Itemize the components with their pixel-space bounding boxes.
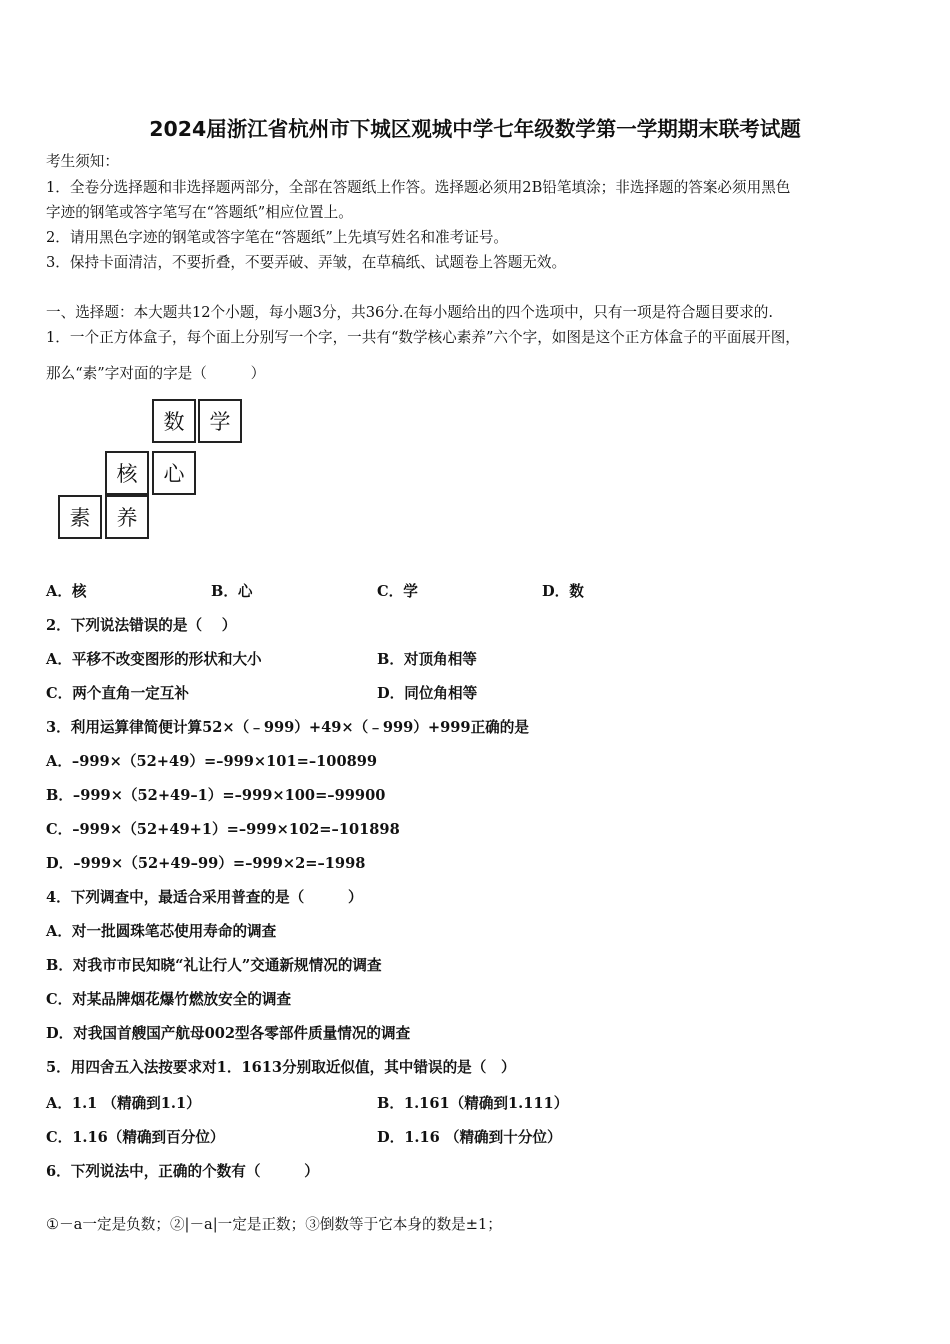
q1-stem-cont: 那么“素”字对面的字是（ ）: [46, 365, 266, 382]
q4-option-d: D．对我国首艘国产航母002型各零部件质量情况的调查: [46, 1025, 411, 1042]
q3-option-d: D．–999×（52+49–99）=–999×2=–1998: [46, 855, 366, 872]
notice-heading: 考生须知：: [46, 153, 119, 170]
q4-option-b: B．对我市市民知晓“礼让行人”交通新规情况的调查: [46, 957, 382, 974]
q6-stem: 6．下列说法中，正确的个数有（ ）: [46, 1163, 319, 1180]
q4-option-c: C．对某品牌烟花爆竹燃放安全的调查: [46, 991, 292, 1008]
q5-option-a: A．1.1 （精确到1.1）: [46, 1095, 201, 1112]
q2-option-d: D．同位角相等: [377, 685, 478, 702]
net-cell: 核: [105, 451, 149, 495]
q2-stem: 2．下列说法错误的是（ ）: [46, 617, 237, 634]
q2-option-a: A．平移不改变图形的形状和大小: [46, 651, 262, 668]
q3-stem: 3．利用运算律简便计算52×（﹣999）+49×（﹣999）+999正确的是: [46, 719, 529, 736]
page-title: 2024届浙江省杭州市下城区观城中学七年级数学第一学期期末联考试题: [149, 117, 801, 141]
q5-option-d: D．1.16 （精确到十分位）: [377, 1129, 562, 1146]
q1-option-d: D．数: [542, 583, 584, 600]
net-cell: 养: [105, 495, 149, 539]
q3-option-b: B．–999×（52+49–1）=–999×100=–99900: [46, 787, 386, 804]
net-cell: 学: [198, 399, 242, 443]
q5-stem: 5．用四舍五入法按要求对1．1613分别取近似值，其中错误的是（ ）: [46, 1059, 516, 1076]
q1-stem: 1．一个正方体盒子，每个面上分别写一个字，一共有“数学核心素养”六个字，如图是这个正方体盒子的平面展开图，: [46, 329, 800, 346]
q4-stem: 4．下列调查中，最适合采用普查的是（ ）: [46, 889, 363, 906]
notice-item-1: 1．全卷分选择题和非选择题两部分，全部在答题纸上作答。选择题必须用2B铅笔填涂；非选择题的答案必须用黑色: [46, 179, 791, 196]
notice-item-1-cont: 字迹的钢笔或答字笔写在“答题纸”相应位置上。: [46, 204, 353, 221]
notice-item-2: 2．请用黑色字迹的钢笔或答字笔在“答题纸”上先填写姓名和准考证号。: [46, 229, 509, 246]
q3-option-a: A．–999×（52+49）=–999×101=–100899: [46, 753, 378, 770]
q3-option-c: C．–999×（52+49+1）=–999×102=–101898: [46, 821, 400, 838]
q4-option-a: A．对一批圆珠笔芯使用寿命的调查: [46, 923, 277, 940]
q2-option-c: C．两个直角一定互补: [46, 685, 189, 702]
q6-statements: ①－a一定是负数；②|－a|一定是正数；③倒数等于它本身的数是±1；: [46, 1216, 502, 1233]
notice-item-3: 3．保持卡面清洁，不要折叠，不要弄破、弄皱，在草稿纸、试题卷上答题无效。: [46, 254, 567, 271]
section-heading: 一、选择题：本大题共12个小题，每小题3分，共36分.在每小题给出的四个选项中，只有一项是符合题目要求的.: [46, 304, 774, 321]
q1-option-c: C．学: [377, 583, 418, 600]
q5-option-c: C．1.16（精确到百分位）: [46, 1129, 225, 1146]
q1-option-b: B．心: [211, 583, 253, 600]
q1-option-a: A．核: [46, 583, 87, 600]
q2-option-b: B．对顶角相等: [377, 651, 477, 668]
net-cell: 数: [152, 399, 196, 443]
q5-option-b: B．1.161（精确到1.111）: [377, 1095, 569, 1112]
net-cell: 素: [58, 495, 102, 539]
net-cell: 心: [152, 451, 196, 495]
